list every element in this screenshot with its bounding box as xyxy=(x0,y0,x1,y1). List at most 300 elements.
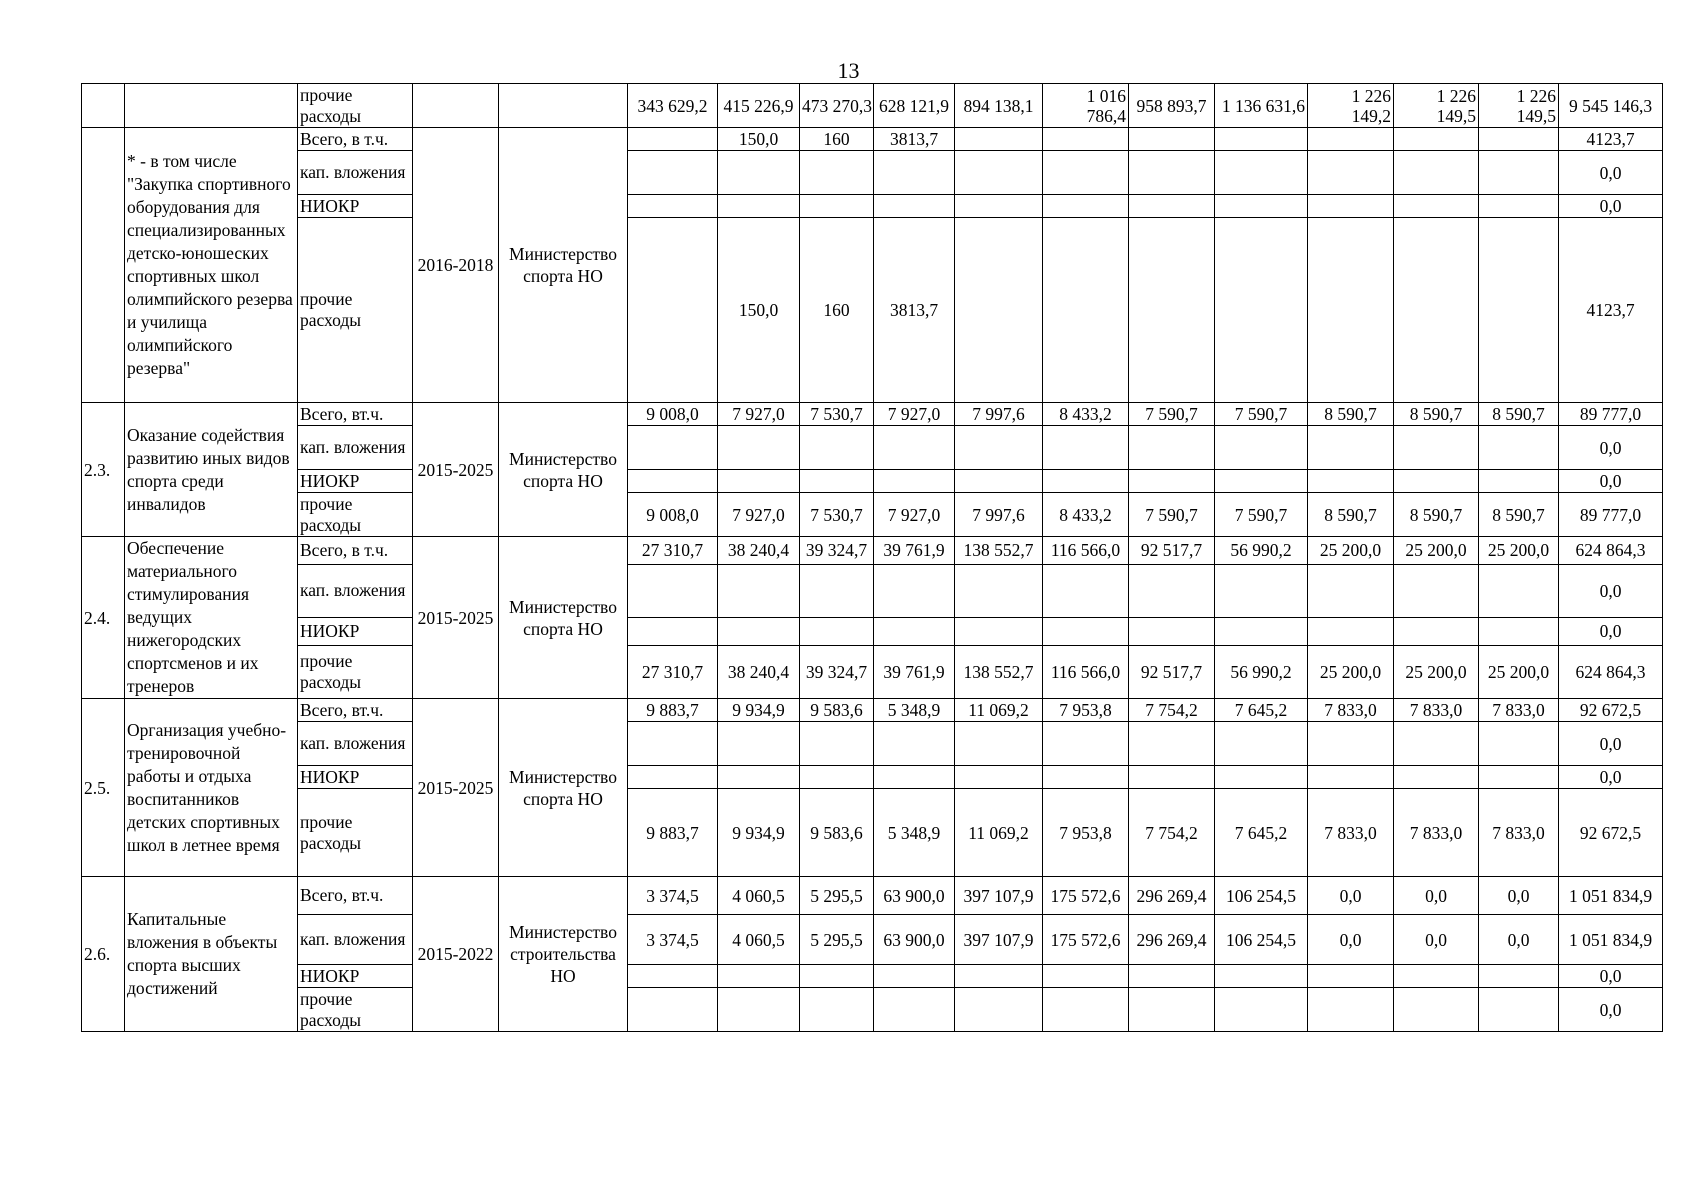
item-code: 2.5. xyxy=(82,699,125,877)
value-cell xyxy=(800,195,874,218)
value-cell: 116 566,0 xyxy=(1043,537,1129,565)
value-cell xyxy=(1043,722,1129,766)
value-cell xyxy=(1043,128,1129,151)
value-cell xyxy=(874,988,955,1032)
value-cell: 8 433,2 xyxy=(1043,403,1129,426)
value-cell: 7 953,8 xyxy=(1043,789,1129,877)
table-row xyxy=(82,699,1663,722)
expense-kind: Всего, в т.ч. xyxy=(298,128,413,151)
value-cell: 9 008,0 xyxy=(628,493,718,537)
value-cell xyxy=(718,426,800,470)
value-cell xyxy=(955,426,1043,470)
item-description: * - в том числе "Закупка спортивного оборудования для специализированных детско-юношеских спортивных школ олимпийского резерва и училища олимпийского резерва" xyxy=(125,128,298,403)
expense-kind: НИОКР xyxy=(298,965,413,988)
value-cell xyxy=(1043,988,1129,1032)
value-cell: 11 069,2 xyxy=(955,699,1043,722)
value-cell: 39 761,9 xyxy=(874,645,955,698)
value-cell: 150,0 xyxy=(718,218,800,403)
table-row xyxy=(82,470,1663,493)
value-cell xyxy=(1394,722,1479,766)
total-cell: 89 777,0 xyxy=(1559,493,1663,537)
value-cell xyxy=(800,470,874,493)
value-cell xyxy=(955,151,1043,195)
total-cell: 0,0 xyxy=(1559,617,1663,645)
value-cell: 7 590,7 xyxy=(1215,493,1308,537)
total-cell: 624 864,3 xyxy=(1559,645,1663,698)
value-cell: 0,0 xyxy=(1479,915,1559,965)
item-description: Оказание содействия развитию иных видов спорта среди инвалидов xyxy=(125,403,298,537)
value-cell xyxy=(1394,426,1479,470)
item-code: 2.3. xyxy=(82,403,125,537)
value-cell: 8 590,7 xyxy=(1308,403,1394,426)
value-cell xyxy=(1479,722,1559,766)
value-cell xyxy=(955,470,1043,493)
value-cell xyxy=(955,564,1043,617)
value-cell xyxy=(955,617,1043,645)
value-cell xyxy=(1394,128,1479,151)
value-cell: 25 200,0 xyxy=(1308,645,1394,698)
value-cell: 56 990,2 xyxy=(1215,537,1308,565)
value-cell xyxy=(628,218,718,403)
item-period: 2015-2025 xyxy=(413,699,499,877)
expense-kind: кап. вложения xyxy=(298,722,413,766)
value-cell: 397 107,9 xyxy=(955,915,1043,965)
table-row xyxy=(82,218,1663,403)
value-cell xyxy=(874,426,955,470)
value-cell xyxy=(874,564,955,617)
value-cell xyxy=(1043,195,1129,218)
value-cell xyxy=(628,766,718,789)
value-cell: 25 200,0 xyxy=(1394,645,1479,698)
table-row xyxy=(82,537,1663,565)
value-cell: 27 310,7 xyxy=(628,645,718,698)
value-cell: 1 226 149,5 xyxy=(1394,84,1479,128)
value-cell xyxy=(1215,965,1308,988)
value-cell: 106 254,5 xyxy=(1215,915,1308,965)
value-cell xyxy=(1129,218,1215,403)
value-cell: 7 833,0 xyxy=(1308,699,1394,722)
value-cell xyxy=(628,965,718,988)
total-cell: 0,0 xyxy=(1559,151,1663,195)
value-cell: 8 590,7 xyxy=(1479,403,1559,426)
value-cell: 8 590,7 xyxy=(1479,493,1559,537)
value-cell: 7 833,0 xyxy=(1479,699,1559,722)
value-cell xyxy=(1129,965,1215,988)
value-cell: 138 552,7 xyxy=(955,537,1043,565)
period-cell xyxy=(413,84,499,128)
value-cell: 160 xyxy=(800,128,874,151)
expense-kind: Всего, в т.ч. xyxy=(298,537,413,565)
value-cell xyxy=(1308,470,1394,493)
value-cell xyxy=(718,151,800,195)
table-row xyxy=(82,128,1663,151)
expense-kind: НИОКР xyxy=(298,617,413,645)
value-cell: 138 552,7 xyxy=(955,645,1043,698)
value-cell xyxy=(1394,470,1479,493)
value-cell xyxy=(1308,564,1394,617)
value-cell xyxy=(1394,218,1479,403)
value-cell xyxy=(1129,195,1215,218)
table-row xyxy=(82,766,1663,789)
expense-kind: прочие расходы xyxy=(298,988,413,1032)
total-cell: 1 051 834,9 xyxy=(1559,877,1663,915)
value-cell: 7 953,8 xyxy=(1043,699,1129,722)
value-cell: 3 374,5 xyxy=(628,915,718,965)
value-cell xyxy=(1215,470,1308,493)
expense-kind: прочие расходы xyxy=(298,493,413,537)
value-cell xyxy=(628,128,718,151)
expense-kind: прочие расходы xyxy=(298,218,413,403)
value-cell: 106 254,5 xyxy=(1215,877,1308,915)
value-cell xyxy=(874,151,955,195)
value-cell xyxy=(1043,151,1129,195)
value-cell: 11 069,2 xyxy=(955,789,1043,877)
value-cell: 7 833,0 xyxy=(1394,789,1479,877)
value-cell xyxy=(874,617,955,645)
table-row xyxy=(82,151,1663,195)
total-cell: 0,0 xyxy=(1559,195,1663,218)
value-cell: 5 295,5 xyxy=(800,915,874,965)
total-cell: 0,0 xyxy=(1559,766,1663,789)
value-cell xyxy=(874,470,955,493)
value-cell: 3813,7 xyxy=(874,128,955,151)
expense-kind: Всего, вт.ч. xyxy=(298,403,413,426)
value-cell: 8 590,7 xyxy=(1394,403,1479,426)
value-cell xyxy=(1043,218,1129,403)
table-row xyxy=(82,988,1663,1032)
value-cell: 4 060,5 xyxy=(718,877,800,915)
value-cell: 116 566,0 xyxy=(1043,645,1129,698)
table-row xyxy=(82,965,1663,988)
value-cell: 7 754,2 xyxy=(1129,789,1215,877)
description-cell xyxy=(125,84,298,128)
value-cell xyxy=(1129,617,1215,645)
value-cell: 8 590,7 xyxy=(1308,493,1394,537)
total-cell: 92 672,5 xyxy=(1559,699,1663,722)
value-cell xyxy=(955,766,1043,789)
value-cell xyxy=(628,426,718,470)
value-cell: 7 645,2 xyxy=(1215,699,1308,722)
value-cell xyxy=(1215,766,1308,789)
value-cell xyxy=(1394,564,1479,617)
value-cell: 0,0 xyxy=(1394,915,1479,965)
value-cell xyxy=(1479,151,1559,195)
table-row xyxy=(82,493,1663,537)
value-cell: 7 833,0 xyxy=(1308,789,1394,877)
value-cell: 5 295,5 xyxy=(800,877,874,915)
value-cell xyxy=(1215,722,1308,766)
value-cell: 7 590,7 xyxy=(1215,403,1308,426)
value-cell xyxy=(1479,965,1559,988)
total-cell: 0,0 xyxy=(1559,470,1663,493)
value-cell xyxy=(1394,151,1479,195)
value-cell: 7 590,7 xyxy=(1129,403,1215,426)
value-cell: 397 107,9 xyxy=(955,877,1043,915)
value-cell: 415 226,9 xyxy=(718,84,800,128)
value-cell xyxy=(800,617,874,645)
value-cell xyxy=(628,195,718,218)
value-cell xyxy=(874,722,955,766)
value-cell xyxy=(628,564,718,617)
item-period: 2015-2022 xyxy=(413,877,499,1032)
expense-kind: прочие расходы xyxy=(298,645,413,698)
table-row xyxy=(82,789,1663,877)
table-row xyxy=(82,403,1663,426)
value-cell: 25 200,0 xyxy=(1479,645,1559,698)
value-cell xyxy=(800,766,874,789)
value-cell: 0,0 xyxy=(1308,877,1394,915)
expense-kind: Всего, вт.ч. xyxy=(298,699,413,722)
value-cell: 9 883,7 xyxy=(628,789,718,877)
item-description: Обеспечение материального стимулирования ведущих нижегородских спортсменов и их тренеров xyxy=(125,537,298,699)
table-row xyxy=(82,877,1663,915)
value-cell xyxy=(1394,766,1479,789)
value-cell xyxy=(800,965,874,988)
item-period: 2015-2025 xyxy=(413,403,499,537)
value-cell: 8 590,7 xyxy=(1394,493,1479,537)
value-cell: 1 226 149,5 xyxy=(1479,84,1559,128)
value-cell: 160 xyxy=(800,218,874,403)
table-row xyxy=(82,645,1663,698)
total-cell: 4123,7 xyxy=(1559,218,1663,403)
total-cell: 0,0 xyxy=(1559,722,1663,766)
value-cell: 150,0 xyxy=(718,128,800,151)
value-cell xyxy=(1479,470,1559,493)
value-cell xyxy=(955,218,1043,403)
table-row xyxy=(82,195,1663,218)
value-cell: 56 990,2 xyxy=(1215,645,1308,698)
value-cell: 3 374,5 xyxy=(628,877,718,915)
value-cell xyxy=(800,988,874,1032)
value-cell: 39 761,9 xyxy=(874,537,955,565)
value-cell: 27 310,7 xyxy=(628,537,718,565)
value-cell xyxy=(1129,766,1215,789)
value-cell xyxy=(628,988,718,1032)
expense-kind: НИОКР xyxy=(298,195,413,218)
value-cell: 9 583,6 xyxy=(800,789,874,877)
value-cell xyxy=(1479,564,1559,617)
item-description: Организация учебно-тренировочной работы и отдыха воспитанников детских спортивных школ в летнее время xyxy=(125,699,298,877)
value-cell xyxy=(718,988,800,1032)
value-cell xyxy=(1215,988,1308,1032)
value-cell xyxy=(1308,988,1394,1032)
value-cell: 7 590,7 xyxy=(1129,493,1215,537)
value-cell xyxy=(955,195,1043,218)
value-cell xyxy=(1479,128,1559,151)
value-cell: 296 269,4 xyxy=(1129,915,1215,965)
value-cell: 343 629,2 xyxy=(628,84,718,128)
item-code: 2.6. xyxy=(82,877,125,1032)
value-cell: 296 269,4 xyxy=(1129,877,1215,915)
value-cell: 7 927,0 xyxy=(874,493,955,537)
item-executor: Министерство спорта НО xyxy=(499,128,628,403)
item-period: 2016-2018 xyxy=(413,128,499,403)
expense-kind: кап. вложения xyxy=(298,915,413,965)
value-cell xyxy=(1479,195,1559,218)
value-cell: 175 572,6 xyxy=(1043,915,1129,965)
value-cell xyxy=(718,766,800,789)
table-row xyxy=(82,564,1663,617)
value-cell: 25 200,0 xyxy=(1479,537,1559,565)
value-cell: 0,0 xyxy=(1394,877,1479,915)
item-code xyxy=(82,128,125,403)
value-cell xyxy=(628,617,718,645)
value-cell: 0,0 xyxy=(1308,915,1394,965)
value-cell xyxy=(1479,426,1559,470)
value-cell: 7 754,2 xyxy=(1129,699,1215,722)
value-cell xyxy=(1043,470,1129,493)
table-row xyxy=(82,617,1663,645)
total-cell: 0,0 xyxy=(1559,564,1663,617)
value-cell: 92 517,7 xyxy=(1129,645,1215,698)
value-cell xyxy=(718,965,800,988)
expense-kind: прочие расходы xyxy=(298,84,413,128)
value-cell xyxy=(1308,766,1394,789)
value-cell: 38 240,4 xyxy=(718,645,800,698)
value-cell: 0,0 xyxy=(1479,877,1559,915)
value-cell xyxy=(628,722,718,766)
value-cell xyxy=(1215,128,1308,151)
table-row xyxy=(82,84,1663,128)
value-cell: 7 833,0 xyxy=(1394,699,1479,722)
value-cell xyxy=(1394,965,1479,988)
value-cell xyxy=(1215,564,1308,617)
value-cell xyxy=(800,564,874,617)
value-cell: 7 927,0 xyxy=(718,493,800,537)
item-executor: Министерство спорта НО xyxy=(499,403,628,537)
table-row xyxy=(82,915,1663,965)
value-cell xyxy=(718,470,800,493)
expense-kind: Всего, вт.ч. xyxy=(298,877,413,915)
value-cell: 9 008,0 xyxy=(628,403,718,426)
value-cell xyxy=(1394,617,1479,645)
value-cell: 39 324,7 xyxy=(800,645,874,698)
value-cell: 3813,7 xyxy=(874,218,955,403)
expense-kind: кап. вложения xyxy=(298,151,413,195)
value-cell xyxy=(1215,218,1308,403)
expense-kind: кап. вложения xyxy=(298,564,413,617)
value-cell xyxy=(1129,988,1215,1032)
value-cell xyxy=(1129,564,1215,617)
value-cell xyxy=(1043,617,1129,645)
value-cell xyxy=(718,722,800,766)
value-cell xyxy=(1129,426,1215,470)
value-cell xyxy=(1394,195,1479,218)
value-cell xyxy=(1129,470,1215,493)
value-cell: 5 348,9 xyxy=(874,789,955,877)
value-cell xyxy=(1394,988,1479,1032)
total-cell: 0,0 xyxy=(1559,965,1663,988)
table-row xyxy=(82,722,1663,766)
value-cell: 7 833,0 xyxy=(1479,789,1559,877)
value-cell: 9 934,9 xyxy=(718,789,800,877)
value-cell xyxy=(800,722,874,766)
value-cell: 4 060,5 xyxy=(718,915,800,965)
value-cell xyxy=(955,722,1043,766)
value-cell: 1 016 786,4 xyxy=(1043,84,1129,128)
total-cell: 4123,7 xyxy=(1559,128,1663,151)
value-cell xyxy=(1308,195,1394,218)
total-cell: 624 864,3 xyxy=(1559,537,1663,565)
value-cell xyxy=(1129,128,1215,151)
value-cell xyxy=(1043,766,1129,789)
value-cell xyxy=(800,151,874,195)
value-cell xyxy=(1479,218,1559,403)
value-cell xyxy=(1129,722,1215,766)
item-period: 2015-2025 xyxy=(413,537,499,699)
total-cell: 0,0 xyxy=(1559,988,1663,1032)
value-cell: 7 997,6 xyxy=(955,403,1043,426)
value-cell xyxy=(955,988,1043,1032)
value-cell: 25 200,0 xyxy=(1308,537,1394,565)
expense-kind: НИОКР xyxy=(298,766,413,789)
expense-kind: кап. вложения xyxy=(298,426,413,470)
value-cell xyxy=(1043,564,1129,617)
value-cell: 9 883,7 xyxy=(628,699,718,722)
item-executor: Министерство строительства НО xyxy=(499,877,628,1032)
expense-kind: прочие расходы xyxy=(298,789,413,877)
value-cell: 628 121,9 xyxy=(874,84,955,128)
value-cell: 7 645,2 xyxy=(1215,789,1308,877)
value-cell xyxy=(1308,617,1394,645)
value-cell xyxy=(1215,195,1308,218)
page-number: 13 xyxy=(837,58,860,83)
value-cell xyxy=(955,128,1043,151)
value-cell: 473 270,3 xyxy=(800,84,874,128)
value-cell xyxy=(955,965,1043,988)
code-cell xyxy=(82,84,125,128)
value-cell xyxy=(1479,766,1559,789)
value-cell: 7 530,7 xyxy=(800,493,874,537)
item-code: 2.4. xyxy=(82,537,125,699)
value-cell xyxy=(1215,426,1308,470)
expense-kind: НИОКР xyxy=(298,470,413,493)
table-row xyxy=(82,426,1663,470)
value-cell xyxy=(874,766,955,789)
value-cell xyxy=(1308,965,1394,988)
total-cell: 89 777,0 xyxy=(1559,403,1663,426)
value-cell xyxy=(874,195,955,218)
value-cell xyxy=(1308,218,1394,403)
value-cell xyxy=(628,151,718,195)
item-executor: Министерство спорта НО xyxy=(499,537,628,699)
value-cell xyxy=(1215,617,1308,645)
value-cell: 63 900,0 xyxy=(874,915,955,965)
value-cell xyxy=(718,564,800,617)
value-cell: 7 997,6 xyxy=(955,493,1043,537)
item-description: Капитальные вложения в объекты спорта высших достижений xyxy=(125,877,298,1032)
value-cell: 7 530,7 xyxy=(800,403,874,426)
value-cell: 38 240,4 xyxy=(718,537,800,565)
value-cell: 958 893,7 xyxy=(1129,84,1215,128)
value-cell: 39 324,7 xyxy=(800,537,874,565)
value-cell xyxy=(1308,151,1394,195)
value-cell xyxy=(718,195,800,218)
value-cell: 92 517,7 xyxy=(1129,537,1215,565)
total-cell: 0,0 xyxy=(1559,426,1663,470)
value-cell xyxy=(1043,965,1129,988)
value-cell: 25 200,0 xyxy=(1394,537,1479,565)
value-cell xyxy=(1308,426,1394,470)
value-cell: 9 583,6 xyxy=(800,699,874,722)
value-cell: 894 138,1 xyxy=(955,84,1043,128)
item-executor: Министерство спорта НО xyxy=(499,699,628,877)
value-cell: 7 927,0 xyxy=(718,403,800,426)
total-cell: 92 672,5 xyxy=(1559,789,1663,877)
value-cell: 63 900,0 xyxy=(874,877,955,915)
total-cell: 9 545 146,3 xyxy=(1559,84,1663,128)
value-cell xyxy=(1308,128,1394,151)
